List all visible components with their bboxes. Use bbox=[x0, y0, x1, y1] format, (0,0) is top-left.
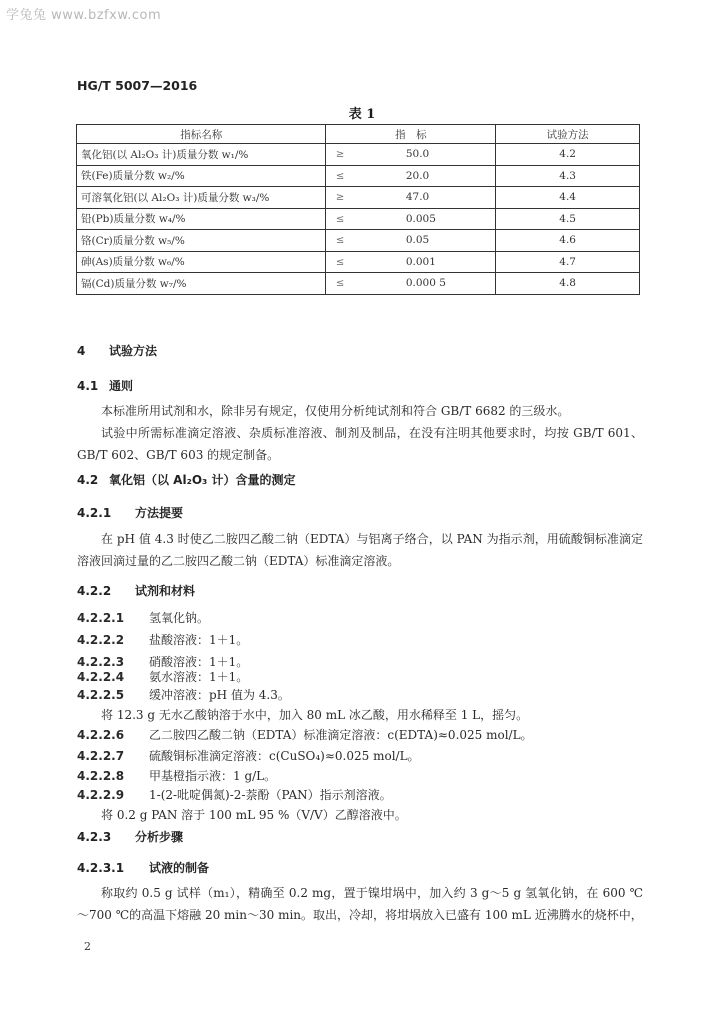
row-name: 砷(As)质量分数 w₆/% bbox=[77, 251, 326, 273]
table-row bbox=[77, 208, 640, 230]
row-method: 4.8 bbox=[496, 273, 640, 295]
row-value: 0.001 bbox=[405, 255, 436, 268]
header-value: 指 标 bbox=[326, 125, 496, 144]
standard-number: HG/T 5007—2016 bbox=[77, 78, 198, 93]
list-item: 4.2.2.9 1-(2-吡啶偶氮)-2-萘酚（PAN）指示剂溶液。 bbox=[77, 788, 392, 802]
paragraph: 在 pH 值 4.3 时使乙二胺四乙酸二钠（EDTA）与铝离子络合，以 PAN 为指示剂，用硫酸铜标准滴定溶液回滴过量的乙二胺四乙酸二钠（EDTA）标准滴定溶液。 bbox=[77, 532, 643, 568]
section-4-heading bbox=[77, 342, 157, 359]
row-value: 20.0 bbox=[405, 169, 430, 182]
buffer-note: 将 12.3 g 无水乙酸钠溶于水中，加入 80 mL 冰乙酸，用水稀释至 1 L，摇匀。 bbox=[101, 708, 529, 722]
section-number: 4.2.1 bbox=[77, 506, 112, 520]
section-4-2-heading bbox=[77, 471, 295, 488]
list-item: 4.2.2.4 氨水溶液：1＋1。 bbox=[77, 670, 249, 684]
section-title: 通则 bbox=[109, 379, 134, 393]
row-value: 0.005 bbox=[405, 212, 436, 225]
list-item: 4.2.2.7 硫酸铜标准滴定溶液：c(CuSO₄)≈0.025 mol/L。 bbox=[77, 749, 420, 763]
row-method: 4.5 bbox=[496, 208, 640, 230]
list-item: 4.2.2.6 乙二胺四乙酸二钠（EDTA）标准滴定溶液：c(EDTA)≈0.025 mol/L。 bbox=[77, 728, 533, 742]
table-row bbox=[77, 144, 640, 166]
section-title: 试验方法 bbox=[109, 344, 158, 358]
paragraph: 本标准所用试剂和水，除非另有规定，仅使用分析纯试剂和符合 GB/T 6682 的三级水。 bbox=[101, 404, 570, 418]
table-caption: 表 1 bbox=[348, 107, 376, 122]
row-name: 可溶氧化铝(以 Al₂O₃ 计)质量分数 w₃/% bbox=[77, 187, 326, 209]
table-header-row bbox=[77, 125, 640, 144]
table-row bbox=[77, 273, 640, 295]
row-name: 氧化铝(以 Al₂O₃ 计)质量分数 w₁/% bbox=[77, 144, 326, 166]
row-rel: ≤ bbox=[335, 213, 345, 225]
header-name: 指标名称 bbox=[77, 125, 326, 144]
section-number: 4 bbox=[77, 344, 86, 358]
section-number: 4.2.2 bbox=[77, 584, 112, 598]
section-4-2-3-heading bbox=[77, 828, 183, 845]
row-value: 50.0 bbox=[405, 148, 430, 161]
list-item: 4.2.2.5 缓冲溶液：pH 值为 4.3。 bbox=[77, 688, 290, 702]
row-method: 4.2 bbox=[496, 144, 640, 166]
paragraph: 称取约 0.5 g 试样（m₁），精确至 0.2 mg，置于镍坩埚中，加入约 3 g～5 g 氢氧化钠，在 600 ℃～700 ℃的高温下熔融 20 min～30 min。取出，冷却，将坩埚放入已盛有 100 mL 近沸腾水的烧杯中， bbox=[77, 886, 643, 922]
section-title: 方法提要 bbox=[135, 506, 184, 520]
row-rel: ≥ bbox=[335, 149, 345, 161]
table-row bbox=[77, 230, 640, 252]
paragraph: 试验中所需标准滴定溶液、杂质标准溶液、制剂及制品，在没有注明其他要求时，均按 GB/T 601、GB/T 602、GB/T 603 的规定制备。 bbox=[77, 426, 643, 462]
row-rel: ≤ bbox=[335, 235, 345, 247]
list-item: 4.2.2.1 氢氧化钠。 bbox=[77, 611, 210, 625]
list-item: 4.2.2.3 硝酸溶液：1＋1。 bbox=[77, 655, 249, 669]
row-value: 47.0 bbox=[405, 191, 430, 204]
row-name: 铬(Cr)质量分数 w₅/% bbox=[77, 230, 326, 252]
row-name: 铅(Pb)质量分数 w₄/% bbox=[77, 208, 326, 230]
section-4-2-2-heading bbox=[77, 582, 195, 599]
row-name: 铁(Fe)质量分数 w₂/% bbox=[77, 165, 326, 187]
section-4-2-1-heading bbox=[77, 504, 183, 521]
watermark: 学兔兔 www.bzfxw.com bbox=[6, 8, 162, 23]
row-method: 4.7 bbox=[496, 251, 640, 273]
row-name: 镉(Cd)质量分数 w₇/% bbox=[77, 273, 326, 295]
page-number: 2 bbox=[84, 940, 91, 953]
row-value: 0.000 5 bbox=[405, 277, 446, 290]
row-rel: ≤ bbox=[335, 170, 345, 182]
header-method: 试验方法 bbox=[496, 125, 640, 144]
section-number: 4.2.3.1 bbox=[77, 861, 125, 875]
section-number: 4.1 bbox=[77, 379, 99, 393]
section-4-2-3-1-heading bbox=[77, 859, 209, 876]
table-row bbox=[77, 251, 640, 273]
row-value: 0.05 bbox=[405, 234, 430, 247]
section-4-1-heading bbox=[77, 377, 133, 394]
section-title: 氧化铝（以 Al₂O₃ 计）含量的测定 bbox=[109, 473, 296, 487]
section-title: 分析步骤 bbox=[135, 830, 184, 844]
row-rel: ≤ bbox=[335, 278, 345, 290]
row-rel: ≥ bbox=[335, 192, 345, 204]
row-method: 4.3 bbox=[496, 165, 640, 187]
section-number: 4.2.3 bbox=[77, 830, 112, 844]
row-rel: ≤ bbox=[335, 256, 345, 268]
section-title: 试剂和材料 bbox=[135, 584, 196, 598]
pan-note: 将 0.2 g PAN 溶于 100 mL 95 %（V/V）乙醇溶液中。 bbox=[101, 808, 407, 822]
table-row bbox=[77, 187, 640, 209]
section-title: 试液的制备 bbox=[149, 861, 210, 875]
row-method: 4.4 bbox=[496, 187, 640, 209]
row-method: 4.6 bbox=[496, 230, 640, 252]
spec-table bbox=[76, 124, 640, 295]
table-row bbox=[77, 165, 640, 187]
list-item: 4.2.2.2 盐酸溶液：1＋1。 bbox=[77, 633, 249, 647]
list-item: 4.2.2.8 甲基橙指示液：1 g/L。 bbox=[77, 769, 277, 783]
section-number: 4.2 bbox=[77, 473, 99, 487]
